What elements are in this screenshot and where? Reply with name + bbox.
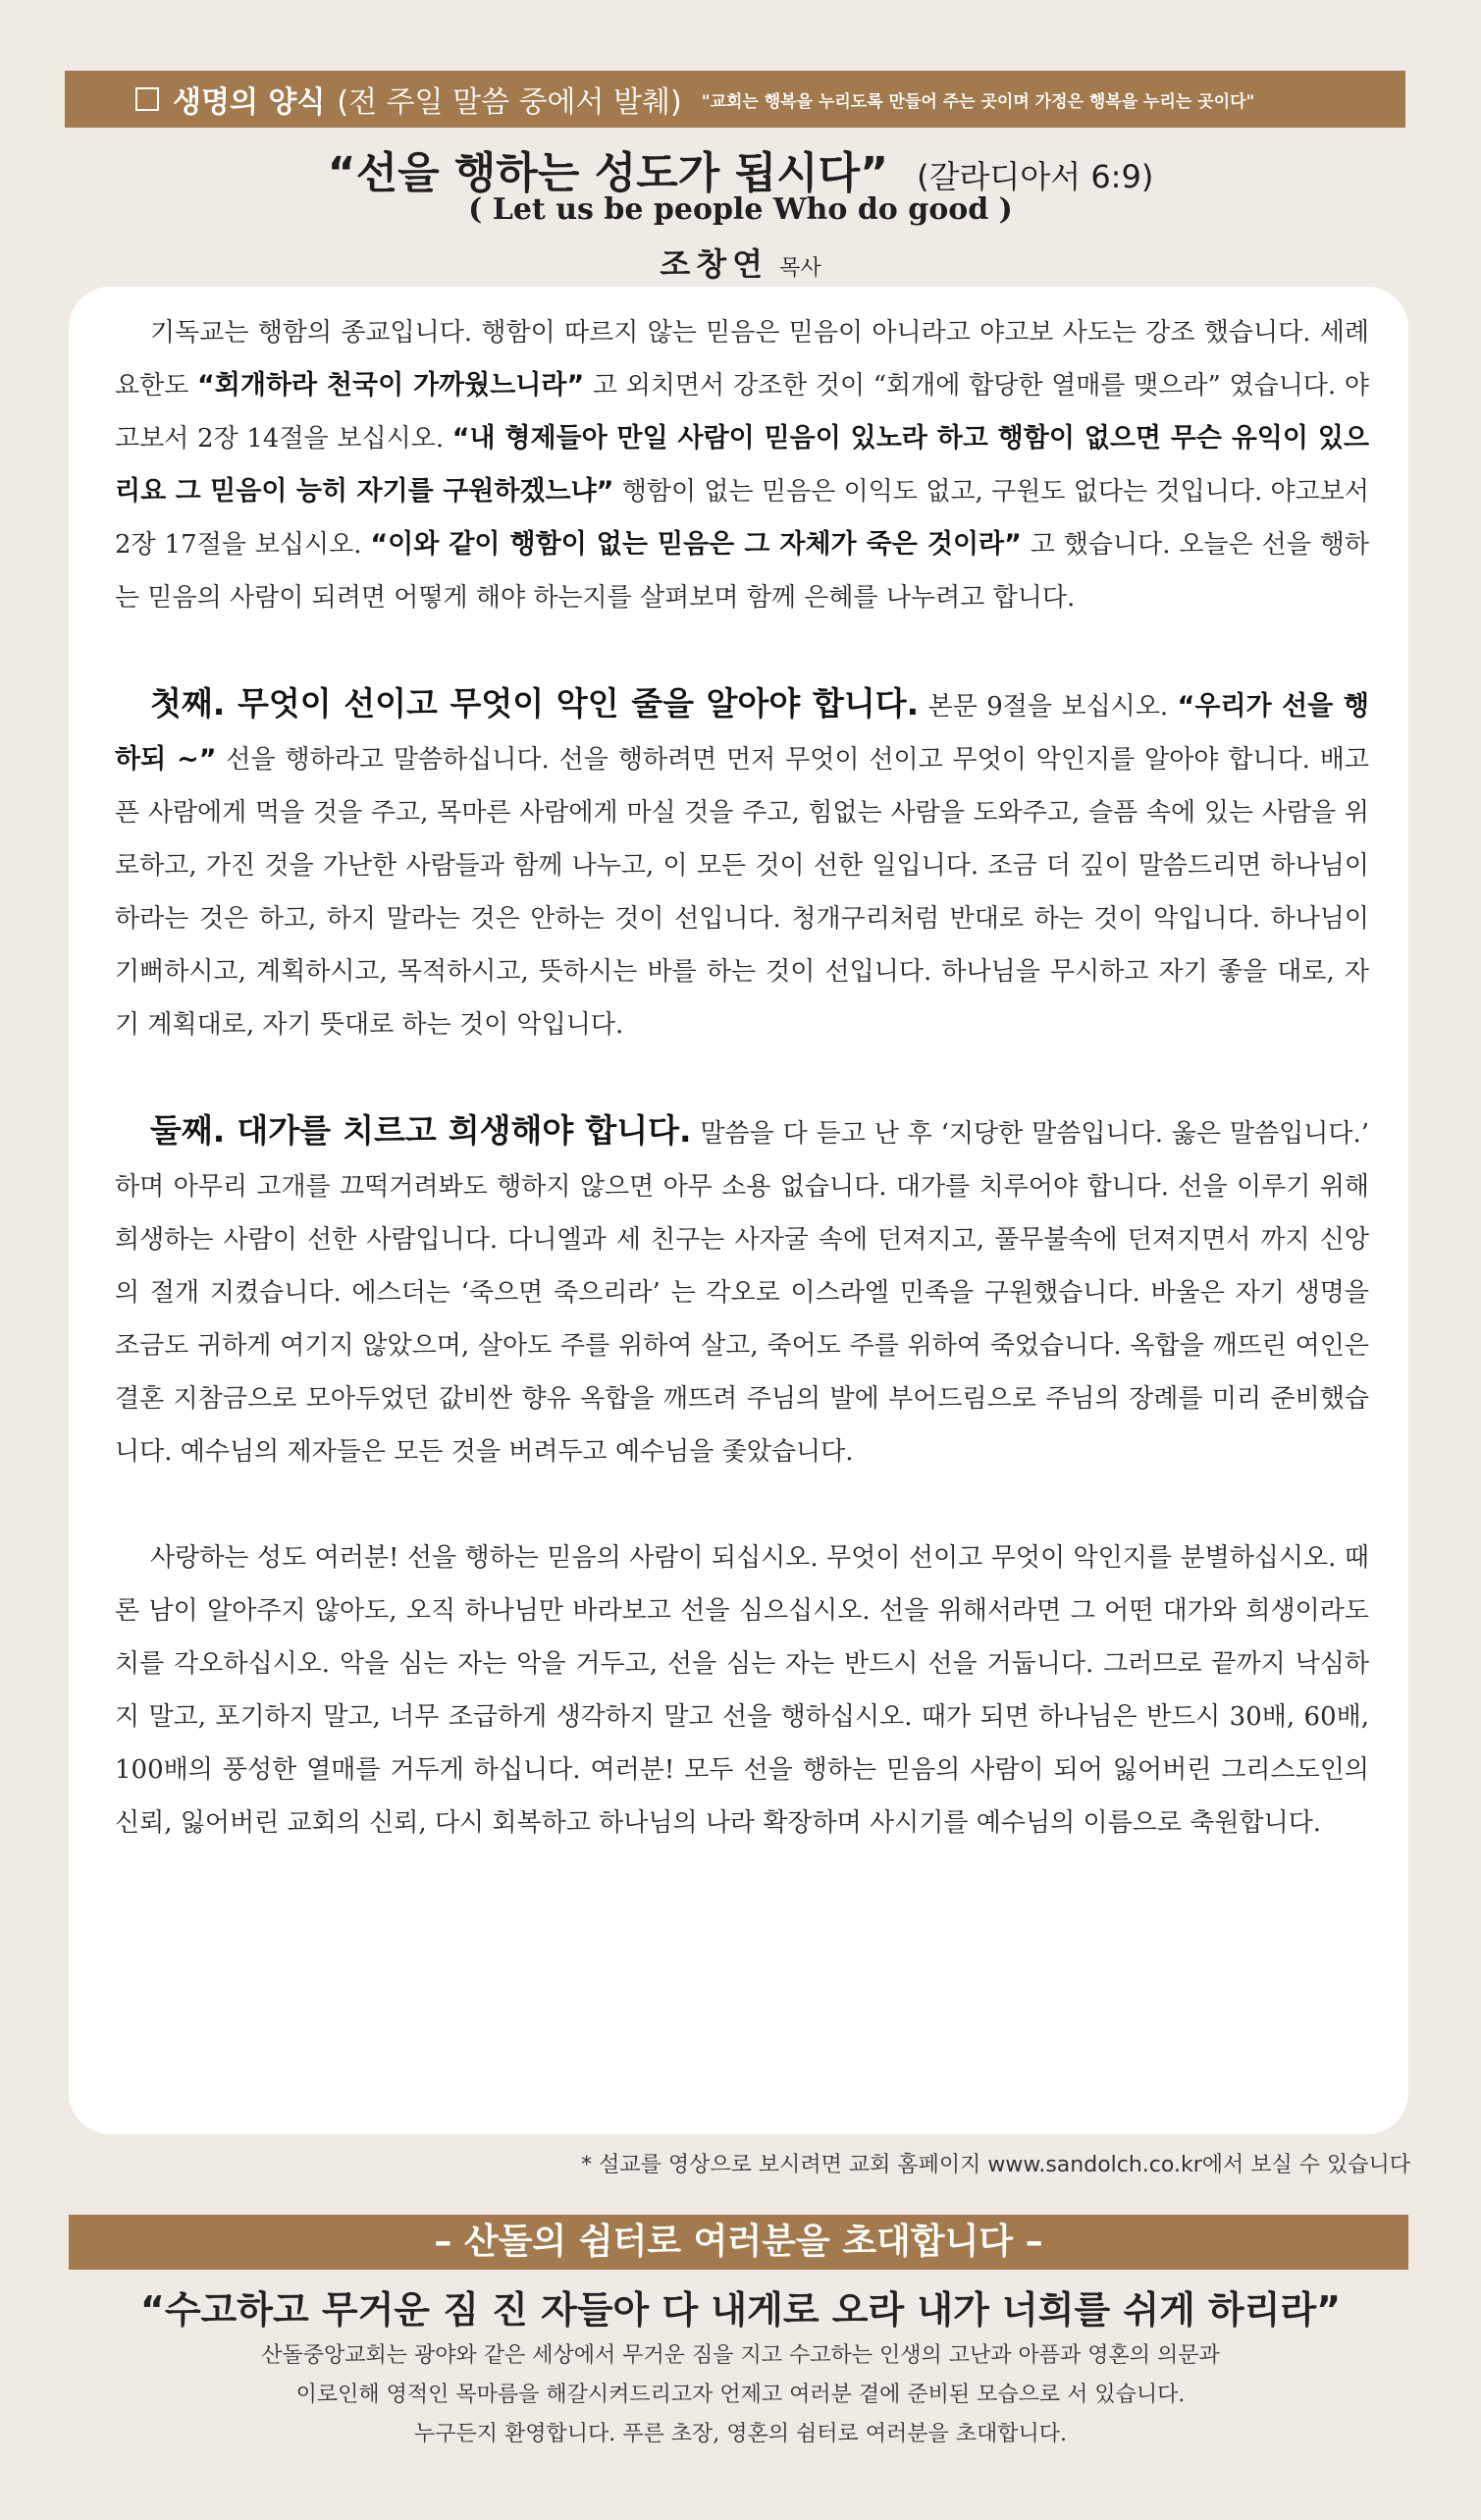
- description-line: 누구든지 환영합니다. 푸른 초장, 영혼의 쉼터로 여러분을 초대합니다.: [414, 2422, 1067, 2446]
- video-note: * 설교를 영상으로 보시려면 교회 홈페이지 www.sandolch.co.kr에서 보실 수 있습니다: [581, 2153, 1410, 2177]
- preacher-name: 조창연: [660, 245, 769, 283]
- church-description: [0, 2336, 1481, 2454]
- section-sub-label: (전 주일 말씀 중에서 발췌): [337, 85, 682, 120]
- sermon-subtitle: ( Let us be people Who do good ): [468, 192, 1013, 227]
- description-line: 이로인해 영적인 목마름을 해갈시켜드리고자 언제고 여러분 곁에 준비된 모습으로 서 있습니다.: [295, 2383, 1186, 2407]
- description-line: 산돌중앙교회는 광야와 같은 세상에서 무거운 짐을 지고 수고하는 인생의 고난과 아픔과 영혼의 의문과: [261, 2343, 1220, 2368]
- sermon-title-row: [0, 137, 1481, 200]
- point-heading: 둘째. 대가를 치르고 희생해야 합니다.: [150, 1111, 692, 1150]
- paragraph-second-point: [115, 1104, 1369, 1478]
- paragraph-text: 사랑하는 성도 여러분! 선을 행하는 믿음의 사람이 되십시오. 무엇이 선이고 무엇이 악인지를 분별하십시오. 때론 남이 알아주지 않아도, 오직 하나님만 바라보고 선을 심으십시오. 선을 위해서라면 그 어떤 대가와 희생이라도 치를 각오하십시오. 악을 심는 자는 악을 거두고, 선을 심는 자는 반드시 선을 거둡니다. 그러므로 끝까지 낙심하지 말고, 포기하지 말고, 너무 조급하게 생각하지 말고 선을 행하십시오. 때가 되면 하나님은 반드시 30배, 60배, 100배의 풍성한 열매를 거두게 하십니다. 여러분! 모두 선을 행하는 믿음의 사람이 되어 잃어버린 그리스도인의 신뢰, 잃어버린 교회의 신뢰, 다시 회복하고 하나님의 나라 확장하며 사시기를 예수님의 이름으로 축원합니다.: [115, 1543, 1369, 1838]
- sermon-title: “선을 행하는 성도가 됩시다”: [327, 148, 889, 198]
- quote-emphasis: “이와 같이 행함이 없는 믿음은 그 자체가 죽은 것이라”: [370, 529, 1022, 560]
- sermon-body: [115, 306, 1369, 1903]
- paragraph-text: 행함이 없는 믿음은 이익도 없고, 구원도 없다는 것입니다. 야고보서 2장 17절을 보십시오.: [115, 477, 1370, 560]
- point-heading: 첫째. 무엇이 선이고 무엇이 악인 줄을 알아야 합니다.: [150, 684, 920, 723]
- checkbox-square-icon: [135, 87, 159, 111]
- quote-emphasis: “내 형제들아 만일 사람이 믿음이 있노라 하고 행함이 없으면 무슨 유익이 있으리요 그 믿음이 능히 자기를 구원하겠느냐”: [115, 423, 1369, 507]
- invite-banner: – 산돌의 쉼터로 여러분을 초대합니다 –: [69, 2215, 1408, 2270]
- invite-quote: “수고하고 무거운 짐 진 자들아 다 내게로 오라 내가 너희를 쉬게 하리라”: [139, 2288, 1342, 2332]
- paragraph-text: 말씀을 다 듣고 난 후 ‘지당한 말씀입니다. 옳은 말씀입니다.’ 하며 아무리 고개를 끄떡거려봐도 행하지 않으면 아무 소용 없습니다. 대가를 치루어야 합니다. 선을 이루기 위해 희생하는 사람이 선한 사람입니다. 다니엘과 세 친구는 사자굴 속에 던져지고, 풀무불속에 던져지면서 까지 신앙의 절개 지켰습니다. 에스더는 ‘죽으면 죽으리라’ 는 각오로 이스라엘 민족을 구원했습니다. 바울은 자기 생명을 조금도 귀하게 여기지 않았으며, 살아도 주를 위하여 살고, 죽어도 주를 위하여 죽었습니다. 옥합을 깨뜨린 여인은 결혼 지참금으로 모아두었던 값비싼 향유 옥합을 깨뜨려 주님의 발에 부어드림으로 주님의 장례를 미리 준비했습니다. 예수님의 제자들은 모든 것을 버려두고 예수님을 좇았습니다.: [115, 1119, 1370, 1467]
- paragraph-intro: [115, 306, 1369, 624]
- preacher-role: 목사: [779, 256, 821, 281]
- paragraph-conclusion: [115, 1531, 1369, 1850]
- church-motto: "교회는 행복을 누리도록 만들어 주는 곳이며 가정은 행복을 누리는 곳이다": [701, 91, 1255, 112]
- paragraph-text: 선을 행하라고 말씀하십니다. 선을 행하려면 먼저 무엇이 선이고 무엇이 악인지를 알아야 합니다. 배고픈 사람에게 먹을 것을 주고, 목마른 사람에게 마실 것을 주고, 힘없는 사람을 도와주고, 슬픔 속에 있는 사람을 위로하고, 가진 것을 가난한 사람들과 함께 나누고, 이 모든 것이 선한 일입니다. 조금 더 깊이 말씀드리면 하나님이 하라는 것은 하고, 하지 말라는 것은 안하는 것이 선입니다. 청개구리처럼 반대로 하는 것이 악입니다. 하나님이 기뻐하시고, 계획하시고, 목적하시고, 뜻하시는 바를 하는 것이 선입니다. 하나님을 무시하고 자기 좋을 대로, 자기 계획대로, 자기 뜻대로 하는 것이 악입니다.: [115, 745, 1369, 1040]
- scripture-reference: (갈라디아서 6:9): [917, 158, 1154, 195]
- paragraph-text: 본문 9절을 보십시오.: [919, 692, 1178, 722]
- section-header-bar: [65, 71, 1405, 128]
- quote-emphasis: “회개하라 천국이 가까웠느니라”: [197, 370, 585, 401]
- section-label: 생명의 양식: [173, 85, 326, 120]
- preacher: [0, 240, 1481, 285]
- quote-emphasis: “우리가 선을 행하되 ~”: [115, 691, 1370, 775]
- paragraph-text: 고 했습니다. 오늘은 선을 행하는 믿음의 사람이 되려면 어떻게 해야 하는지를 살펴보며 함께 은혜를 나누려고 합니다.: [115, 530, 1369, 613]
- paragraph-text: 고 외치면서 강조한 것이 “회개에 합당한 열매를 맺으라” 였습니다. 야고보서 2장 14절을 보십시오.: [115, 371, 1369, 454]
- paragraph-first-point: [115, 677, 1369, 1051]
- paragraph-text: 기독교는 행함의 종교입니다. 행함이 따르지 않는 믿음은 믿음이 아니라고 야고보 사도는 강조 했습니다. 세례요한도: [115, 318, 1369, 401]
